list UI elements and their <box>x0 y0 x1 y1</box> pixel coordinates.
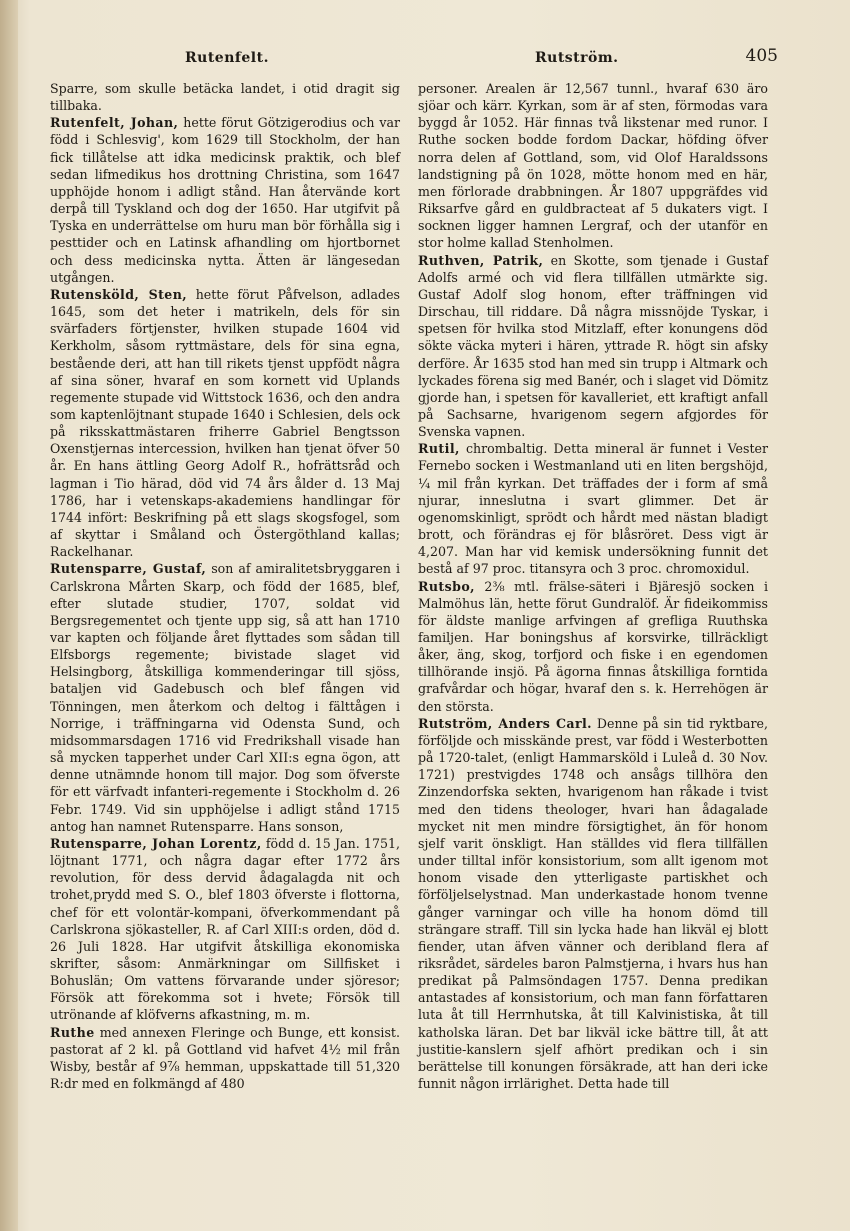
headword: Rutenfelt, Johan, <box>50 115 179 131</box>
entry-rutenfelt-johan <box>50 114 400 286</box>
entry-rutenskold-sten <box>50 286 400 561</box>
running-header <box>50 46 778 74</box>
entry-ruthven-patrik <box>418 252 768 441</box>
headword: Rutström, Anders Carl. <box>418 715 592 731</box>
continuation-text: personer. Arealen är 12,567 tunnl., hvaraf 630 äro sjöar och kärr. Kyrkan, som är af sten, förmodas vara byggd år 1052. Här finnas två likstenar med runor. I Ruthe socken bodde fordom Dackar, höfding öfver norra delen af Gottland, som, vid Olof Haraldssons landstigning på ön 1028, mötte honom med en här, men förlorade drabbningen. År 1807 uppgräfdes vid Riksarfve gård en guldbracteat af 5 dukaters vigt. I socknen ligger hamnen Lergraf, och der utanför en stor holme kallad Stenholmen. <box>418 81 768 251</box>
entry-text: hette förut Götzigerodius och var född i Schlesvig', kom 1629 till Stockholm, der han fick tillåtelse att idka medicinsk praktik, och blef sedan lifmedikus hos drottning Christina, som 1647 upphöjde honom i adligt stånd. Han återvände kort derpå till Tyskland och dog der 1650. Har utgifvit på Tyska en underrättelse om huru man bör förhålla sig i pesttider och en Latinsk afhandling om hjortbornet och dess medicinska nytta. Ätten är längesedan utgången. <box>50 115 400 285</box>
header-left-word: Rutenfelt. <box>185 50 269 66</box>
entry-text: hette förut Påfvelson, adlades 1645, som det heter i matrikeln, dels för sin svärfaders förtjenster, hvilken stupade 1604 vid Kerkholm, såsom ryttmästare, dels för sina egna, bestående deri, att han till rikets tjenst uppfödt några af sina söner, hvaraf en som kornett vid Uplands regemente stupade vid Wittstock 1636, och den andra som kaptenlöjtnant stupade 1640 i Schlesien, dels ock på riksskattmästaren friherre Gabriel Bengtsson Oxenstjernas intercession, hvilken han tjenat öfver 50 år. En hans ättling Georg Adolf R., hofrättsråd och lagman i Tio härad, död vid 74 års ålder d. 13 Maj 1786, har i vetenskaps-akademiens handlingar för 1744 infört: Beskrifning på ett slags skogsfogel, som af skyttar i Småland och Östergöthland kallas; Rackelhanar. <box>50 286 401 560</box>
headword: Ruthe <box>50 1024 95 1040</box>
headword: Ruthven, Patrik, <box>418 252 544 268</box>
header-right-word: Rutström. <box>535 50 619 66</box>
entry-rutil <box>418 440 768 577</box>
entry-rutstrom-anders-carl <box>418 715 768 1092</box>
right-column <box>418 80 768 1092</box>
headword: Rutsbo, <box>418 578 475 594</box>
page-number: 405 <box>745 46 778 66</box>
entry-text: 2⅜ mtl. frälse-säteri i Bjäresjö socken i Malmöhus län, hette förut Gundralöf. Är fideikommiss för äldste manlige arfvingen af grefliga Ruuthska familjen. Har boningshus af korsvirke, tillräckligt åker, äng, skog, torfjord och fiske i en egendomen tillhörande insjö. På ägorna finnas åtskilliga forntida grafvårdar och högar, hvaraf den s. k. Herrehögen är den största. <box>418 578 768 714</box>
entry-rutsbo <box>418 578 768 715</box>
headword: Rutensparre, Gustaf, <box>50 561 207 577</box>
headword: Rutil, <box>418 441 460 457</box>
entry-ruthe <box>50 1024 400 1093</box>
left-column <box>50 80 400 1092</box>
headword: Rutensparre, Johan Lorentz, <box>50 835 262 851</box>
continuation-text: Sparre, som skulle betäcka landet, i otid dragit sig tillbaka. <box>50 81 400 114</box>
page-binding-edge <box>0 0 18 1231</box>
entry-text: född d. 15 Jan. 1751, löjtnant 1771, och några dagar efter 1772 års revolution, för dess dervid ådagalagda nit och trohet,prydd med S. O., blef 1803 öfverste i flottorna, chef för ett volontär-kompani, öfverkommendant på Carlskrona sjökasteller, R. af Carl XIII:s orden, död d. 26 Juli 1828. Har utgifvit åtskilliga ekonomiska skrifter, såsom: Anmärkningar om Sillfisket i Bohuslän; Om vattens förvarande under sjöresor; Försök att förekomma sot i hvete; Försök till utrönande af klöfverns afkastning, m. m. <box>50 835 400 1023</box>
entry-rutensparre-gustaf <box>50 560 400 835</box>
entry-text: med annexen Fleringe och Bunge, ett konsist. pastorat af 2 kl. på Gottland vid hafvet 4½ mil från Wisby, består af 9⅞ hemman, uppskattade till 51,320 R:dr med en folkmängd af 480 <box>50 1024 400 1092</box>
headword: Rutensköld, Sten, <box>50 286 188 302</box>
entry-text: en Skotte, som tjenade i Gustaf Adolfs armé och vid flera tillfällen utmärkte sig. Gustaf Adolf slog honom, efter träffningen vid Dirschau, till riddare. Då några missnöjde Tyskar, i spetsen för hvilka stod Mitzlaff, efter konungens död sökte väcka myteri i hären, yttrade R. högt sin afsky derföre. År 1635 stod han med sin trupp i Altmark och lyckades förena sig med Banér, och i slaget vid Dömitz gjorde han, i spetsen för kavalleriet, ett kraftigt anfall på Sachsarne, hvarigenom segern afgjordes för Svenska vapnen. <box>418 252 768 440</box>
entry-text: chrombaltig. Detta mineral är funnet i Vester Fernebo socken i Westmanland uti en liten bergshöjd, ¼ mil från kyrkan. Det träffades der i form af små njurar, inneslutna i svart glimmer. Det är ogenomskinligt, sprödt och hårdt med nästan bladigt brott, och förändras ej för blåsröret. Dess vigt är 4,207. Man har vid kemisk undersökning funnit det bestå af 97 proc. titansyra och 3 proc. chromoxidul. <box>418 441 768 577</box>
entry-rutensparre-johan-lorentz <box>50 835 400 1024</box>
entry-text: son af amiralitetsbryggaren i Carlskrona Mårten Skarp, och född der 1685, blef, efter slutade studier, 1707, soldat vid Bergsregementet och tjente upp sig, så att han 1710 var kapten och följande året flyttades som sådan till Elfsborgs regemente; bivistade slaget vid Helsingborg, åtskilliga kommenderingar till sjöss, bataljen vid Gadebusch och blef fången vid Tönningen, men återkom och deltog i fälttågen i Norrige, i träffningarna vid Odensta Sund, och midsommarsdagen 1716 vid Fredrikshall visade han så mycken tapperhet under Carl XII:s egna ögon, att denne utnämnde honom till major. Dog som öfverste för ett värfvadt infanteri-regemente i Stockholm d. 26 Febr. 1749. Vid sin upphöjelse i adligt stånd 1715 antog han namnet Rutensparre. Hans sonson, <box>50 561 400 834</box>
entry-text: Denne på sin tid ryktbare, förföljde och misskände prest, var född i Westerbotten på 1720-talet, (enligt Hammarsköld i Luleå d. 30 Nov. 1721) prestvigdes 1748 och ansågs tillhöra den Zinzendorfska sekten, hvarigenom han råkade i tvist med den tidens theologer, hvari han ådagalade mycket nit men mindre försigtighet, än för honom sjelf varit önskligt. Han ställdes vid flera tillfällen under tilltal inför konsistorium, som allt igenom mot honom visade den ytterligaste partiskhet och förföljelselystnad. Man underkastade honom tvenne gånger varningar och ville ha honom dömd till strängare straff. Till sin lycka hade han likväl ej blott fiender, utan äfven vänner och deribland flera af riksrådet, särdeles baron Palmstjerna, i hvars hus han predikat på Palmsöndagen 1757. Denna predikan antastades af konsistorium, och man fann författaren luta åt till Herrnhutska, åt till Kalvinistiska, åt till katholska läran. Det bar likväl icke bättre till, åt att justitie-kanslern sjelf afhört predikan och i sin berättelse till konungen försäkrade, att han deri icke funnit någon irrlärighet. Detta hade till <box>418 715 768 1092</box>
